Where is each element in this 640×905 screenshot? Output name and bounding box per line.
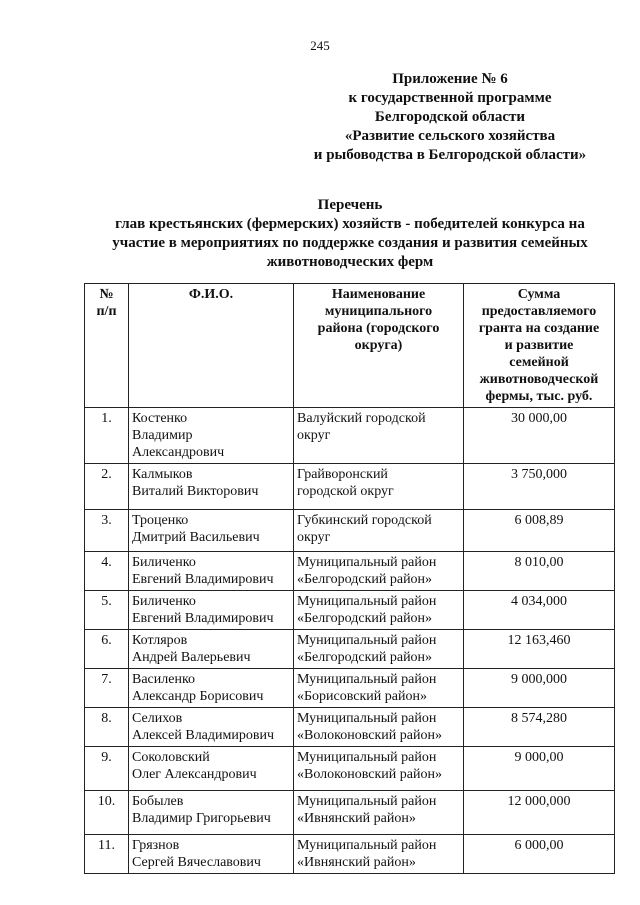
cell-line: Соколовский bbox=[132, 750, 210, 765]
table-row bbox=[85, 408, 615, 464]
cell-district bbox=[294, 669, 464, 708]
cell-number: 10. bbox=[85, 791, 129, 835]
table-row bbox=[85, 464, 615, 510]
heading-line: Перечень bbox=[317, 197, 383, 213]
cell-district bbox=[294, 408, 464, 464]
cell-line: Муниципальный район bbox=[297, 711, 437, 726]
table-row bbox=[85, 708, 615, 747]
heading-line: глав крестьянских (фермерских) хозяйств - победителей конкурса на bbox=[115, 216, 585, 232]
cell-sum: 8 010,00 bbox=[464, 552, 615, 591]
header-line: и развитие bbox=[504, 338, 574, 353]
header-line: животноводческой bbox=[479, 372, 599, 387]
cell-number: 9. bbox=[85, 747, 129, 791]
cell-fio bbox=[129, 552, 294, 591]
cell-line: округ bbox=[297, 428, 331, 443]
cell-line: городской округ bbox=[297, 484, 394, 499]
cell-district bbox=[294, 510, 464, 552]
cell-district bbox=[294, 552, 464, 591]
cell-number: 3. bbox=[85, 510, 129, 552]
cell-number: 6. bbox=[85, 630, 129, 669]
table-row bbox=[85, 510, 615, 552]
cell-sum: 6 008,89 bbox=[464, 510, 615, 552]
cell-number: 1. bbox=[85, 408, 129, 464]
header-number bbox=[85, 284, 129, 408]
cell-number: 8. bbox=[85, 708, 129, 747]
cell-line: «Белгородский район» bbox=[297, 611, 433, 626]
cell-number: 11. bbox=[85, 835, 129, 874]
table-row bbox=[85, 552, 615, 591]
cell-line: Евгений Владимирович bbox=[132, 611, 274, 626]
appendix-line: к государственной программе bbox=[348, 90, 552, 106]
header-line: округа) bbox=[354, 338, 403, 353]
cell-line: Муниципальный район bbox=[297, 555, 437, 570]
cell-line: Владимир Григорьевич bbox=[132, 811, 271, 826]
cell-number: 4. bbox=[85, 552, 129, 591]
cell-line: Муниципальный район bbox=[297, 794, 437, 809]
cell-line: Котляров bbox=[132, 633, 188, 648]
cell-line: «Белгородский район» bbox=[297, 650, 433, 665]
cell-line: Калмыков bbox=[132, 467, 193, 482]
cell-district bbox=[294, 791, 464, 835]
page-number: 245 bbox=[310, 38, 330, 53]
table-row bbox=[85, 669, 615, 708]
heading-line: участие в мероприятиях по поддержке создания и развития семейных bbox=[112, 235, 588, 251]
cell-line: Валуйский городской bbox=[297, 411, 426, 426]
cell-sum: 30 000,00 bbox=[464, 408, 615, 464]
header-line: муниципального bbox=[324, 304, 433, 319]
farms-table bbox=[84, 283, 615, 874]
cell-line: Грайворонский bbox=[297, 467, 388, 482]
header-sum bbox=[464, 284, 615, 408]
appendix-line: «Развитие сельского хозяйства bbox=[344, 128, 556, 144]
header-district bbox=[294, 284, 464, 408]
cell-line: Александр Борисович bbox=[132, 689, 264, 704]
cell-line: Биличенко bbox=[132, 594, 196, 609]
header-line: гранта на создание bbox=[478, 321, 600, 336]
cell-fio bbox=[129, 791, 294, 835]
cell-line: «Ивнянский район» bbox=[297, 855, 416, 870]
cell-sum: 8 574,280 bbox=[464, 708, 615, 747]
table-row bbox=[85, 791, 615, 835]
cell-line: «Белгородский район» bbox=[297, 572, 433, 587]
table-row bbox=[85, 591, 615, 630]
cell-line: «Борисовский район» bbox=[297, 689, 427, 704]
cell-line: Василенко bbox=[132, 672, 196, 687]
cell-line: Губкинский городской bbox=[297, 513, 432, 528]
cell-line: Муниципальный район bbox=[297, 633, 437, 648]
header-line: семейной bbox=[509, 355, 569, 370]
header-line: района (городского bbox=[317, 321, 440, 336]
cell-line: Костенко bbox=[132, 411, 188, 426]
cell-number: 5. bbox=[85, 591, 129, 630]
cell-fio bbox=[129, 669, 294, 708]
cell-fio bbox=[129, 510, 294, 552]
cell-line: Евгений Владимирович bbox=[132, 572, 274, 587]
cell-line: Муниципальный район bbox=[297, 672, 437, 687]
cell-sum: 12 163,460 bbox=[464, 630, 615, 669]
table-row bbox=[85, 835, 615, 874]
appendix-line: и рыбоводства в Белгородской области» bbox=[313, 147, 587, 163]
cell-sum: 3 750,000 bbox=[464, 464, 615, 510]
header-line: предоставляемого bbox=[481, 304, 597, 319]
cell-fio bbox=[129, 408, 294, 464]
cell-line: Андрей Валерьевич bbox=[132, 650, 251, 665]
header-line: фермы, тыс. руб. bbox=[485, 389, 593, 404]
cell-line: Алексей Владимирович bbox=[132, 728, 275, 743]
cell-line: Владимир bbox=[132, 428, 193, 443]
cell-line: Олег Александрович bbox=[132, 767, 257, 782]
cell-fio bbox=[129, 630, 294, 669]
cell-line: «Волоконовский район» bbox=[297, 767, 442, 782]
cell-line: округ bbox=[297, 530, 331, 545]
cell-line: Селихов bbox=[132, 711, 183, 726]
table-header-row bbox=[85, 284, 615, 408]
cell-line: «Волоконовский район» bbox=[297, 728, 442, 743]
appendix-line: Белгородской области bbox=[374, 109, 526, 125]
table-row bbox=[85, 747, 615, 791]
cell-district bbox=[294, 747, 464, 791]
cell-line: Биличенко bbox=[132, 555, 196, 570]
cell-line: «Ивнянский район» bbox=[297, 811, 416, 826]
header-line: п/п bbox=[96, 304, 117, 319]
table-row bbox=[85, 630, 615, 669]
cell-district bbox=[294, 835, 464, 874]
cell-district bbox=[294, 708, 464, 747]
cell-sum: 4 034,000 bbox=[464, 591, 615, 630]
header-line: Сумма bbox=[517, 287, 561, 302]
header-line: Наименование bbox=[331, 287, 426, 302]
cell-fio bbox=[129, 747, 294, 791]
cell-fio bbox=[129, 464, 294, 510]
header-line: Ф.И.О. bbox=[188, 287, 234, 302]
cell-fio bbox=[129, 708, 294, 747]
cell-line: Муниципальный район bbox=[297, 750, 437, 765]
cell-sum: 12 000,000 bbox=[464, 791, 615, 835]
cell-sum: 6 000,00 bbox=[464, 835, 615, 874]
cell-district bbox=[294, 630, 464, 669]
cell-line: Александрович bbox=[132, 445, 225, 460]
cell-line: Муниципальный район bbox=[297, 594, 437, 609]
cell-line: Виталий Викторович bbox=[132, 484, 259, 499]
heading-line: животноводческих ферм bbox=[266, 254, 434, 270]
header-fio bbox=[129, 284, 294, 408]
cell-sum: 9 000,000 bbox=[464, 669, 615, 708]
cell-fio bbox=[129, 591, 294, 630]
cell-district bbox=[294, 591, 464, 630]
cell-district bbox=[294, 464, 464, 510]
cell-line: Сергей Вячеславович bbox=[132, 855, 261, 870]
cell-line: Муниципальный район bbox=[297, 838, 437, 853]
cell-number: 7. bbox=[85, 669, 129, 708]
appendix-line: Приложение № 6 bbox=[392, 71, 508, 87]
document-heading bbox=[70, 196, 630, 272]
cell-fio bbox=[129, 835, 294, 874]
header-line: № bbox=[99, 287, 114, 302]
cell-line: Троценко bbox=[132, 513, 189, 528]
appendix-block bbox=[300, 70, 600, 165]
cell-line: Бобылев bbox=[132, 794, 184, 809]
cell-sum: 9 000,00 bbox=[464, 747, 615, 791]
cell-line: Дмитрий Васильевич bbox=[132, 530, 260, 545]
cell-line: Грязнов bbox=[132, 838, 180, 853]
cell-number: 2. bbox=[85, 464, 129, 510]
